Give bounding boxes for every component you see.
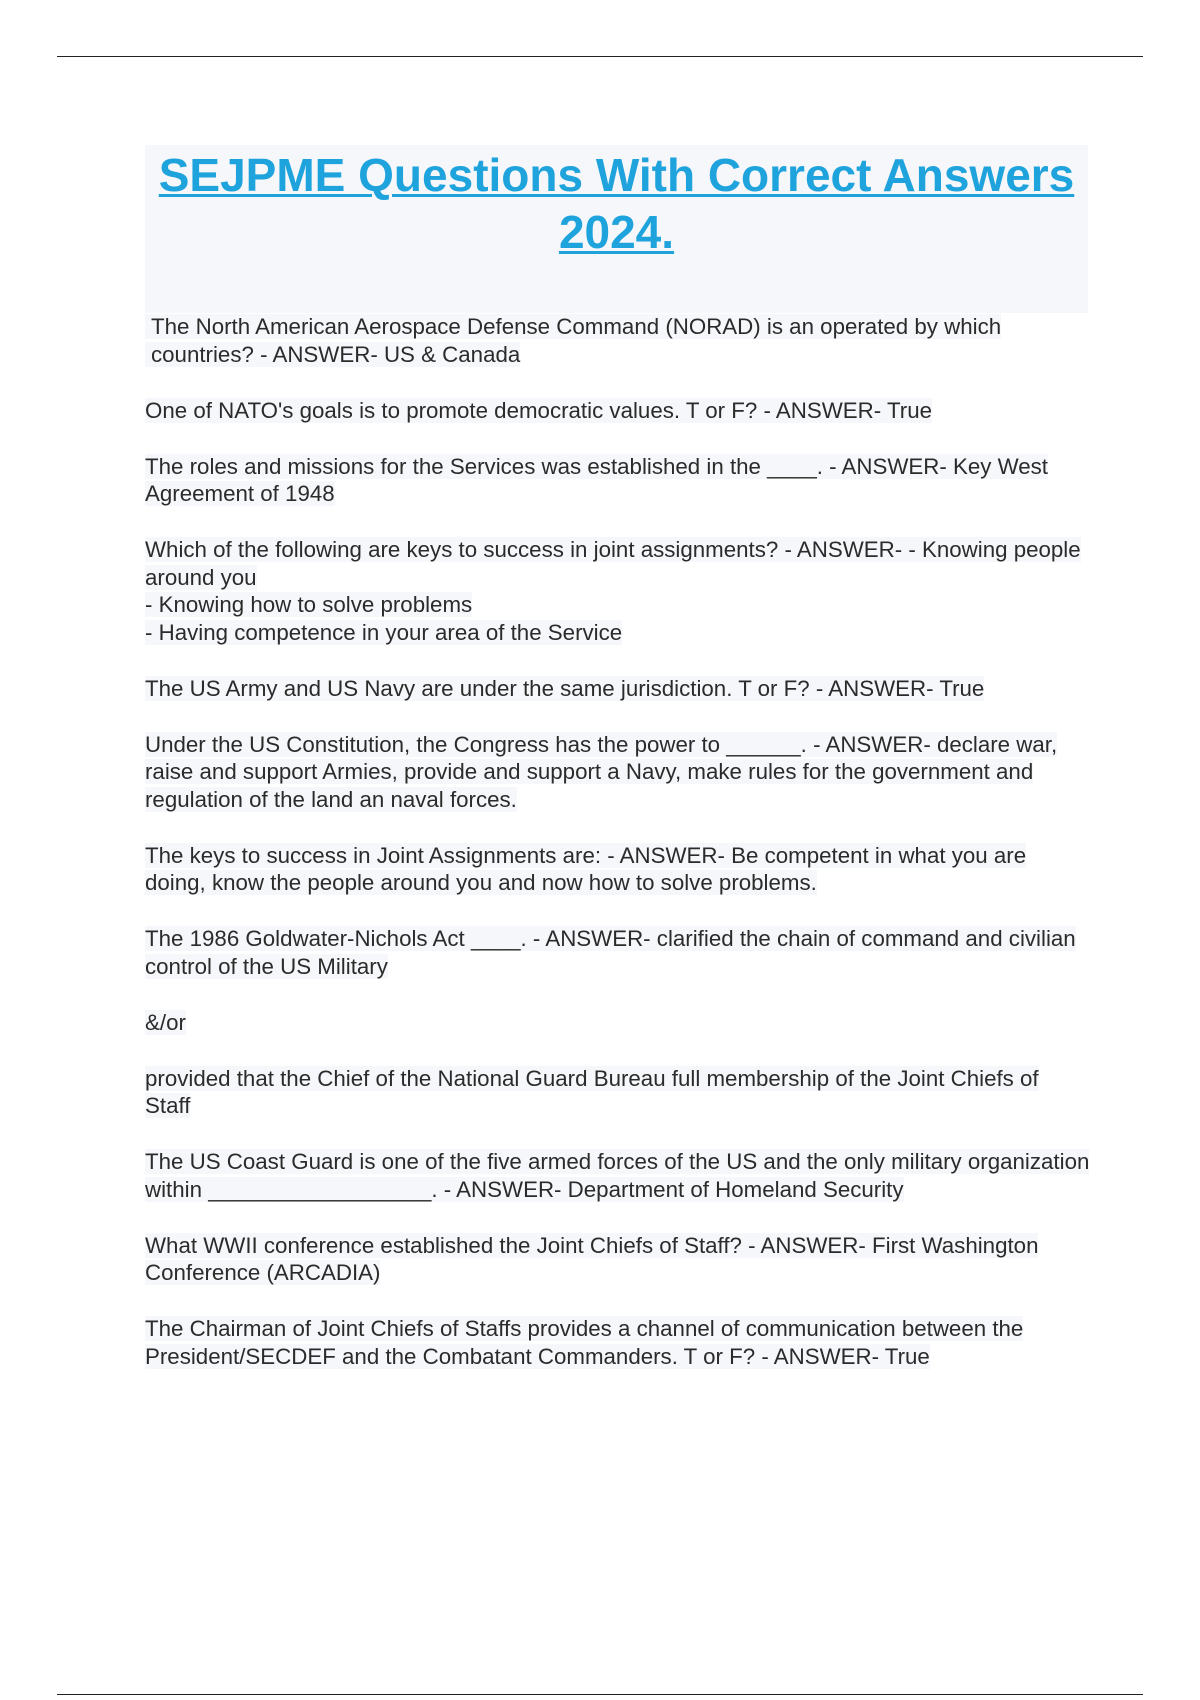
qa-text: provided that the Chief of the National Guard Bureau full membership of the Joint Chiefs of Staff [145, 1065, 1039, 1118]
qa-paragraph [145, 1065, 1090, 1120]
footer-rule [57, 1694, 1143, 1695]
qa-text: The keys to success in Joint Assignments are: - ANSWER- Be competent in what you are doing, know the people around you and now how to solve problems. [145, 842, 1027, 895]
title-banner [145, 145, 1088, 313]
qa-paragraph [145, 1148, 1090, 1203]
qa-paragraph [145, 1232, 1090, 1287]
qa-text: The Chairman of Joint Chiefs of Staffs provides a channel of communication between the President/SECDEF and the Combatant Commanders. T or F? - ANSWER- True [145, 1316, 1024, 1369]
question-answer-list [145, 313, 1090, 1399]
qa-paragraph [145, 925, 1090, 980]
qa-text: The North American Aerospace Defense Command (NORAD) is an operated by which countries? - ANSWER- US & Canada [145, 314, 1001, 367]
qa-paragraph [145, 1315, 1090, 1370]
qa-paragraph [145, 1009, 1090, 1037]
header-rule [57, 56, 1143, 57]
qa-paragraph [145, 453, 1090, 508]
qa-text: Which of the following are keys to success in joint assignments? - ANSWER- - Knowing people around you - Knowing how to solve problems - Having competence in your area of the Service [145, 537, 1081, 645]
qa-text: One of NATO's goals is to promote democratic values. T or F? - ANSWER- True [145, 397, 932, 423]
qa-paragraph [145, 675, 1090, 703]
qa-text: What WWII conference established the Joint Chiefs of Staff? - ANSWER- First Washington Conference (ARCADIA) [145, 1232, 1039, 1285]
qa-text: The roles and missions for the Services was established in the ____. - ANSWER- Key West Agreement of 1948 [145, 453, 1049, 506]
qa-paragraph [145, 842, 1090, 897]
qa-paragraph [145, 313, 1090, 368]
qa-text: The 1986 Goldwater-Nichols Act ____. - ANSWER- clarified the chain of command and civilian control of the US Military [145, 926, 1076, 979]
qa-text: Under the US Constitution, the Congress has the power to ______. - ANSWER- declare war, raise and support Armies, provide and support a Navy, make rules for the government and regulation of the land an naval forces. [145, 731, 1058, 812]
qa-text: The US Coast Guard is one of the five armed forces of the US and the only military organization within __________________. - ANSWER- Department of Homeland Security [145, 1149, 1090, 1202]
document-title-link[interactable]: SEJPME Questions With Correct Answers 2024. [158, 149, 1075, 258]
qa-paragraph [145, 397, 1090, 425]
qa-text: &/or [145, 1009, 186, 1035]
qa-text: The US Army and US Navy are under the same jurisdiction. T or F? - ANSWER- True [145, 675, 985, 701]
qa-paragraph [145, 731, 1090, 814]
qa-paragraph [145, 536, 1090, 646]
